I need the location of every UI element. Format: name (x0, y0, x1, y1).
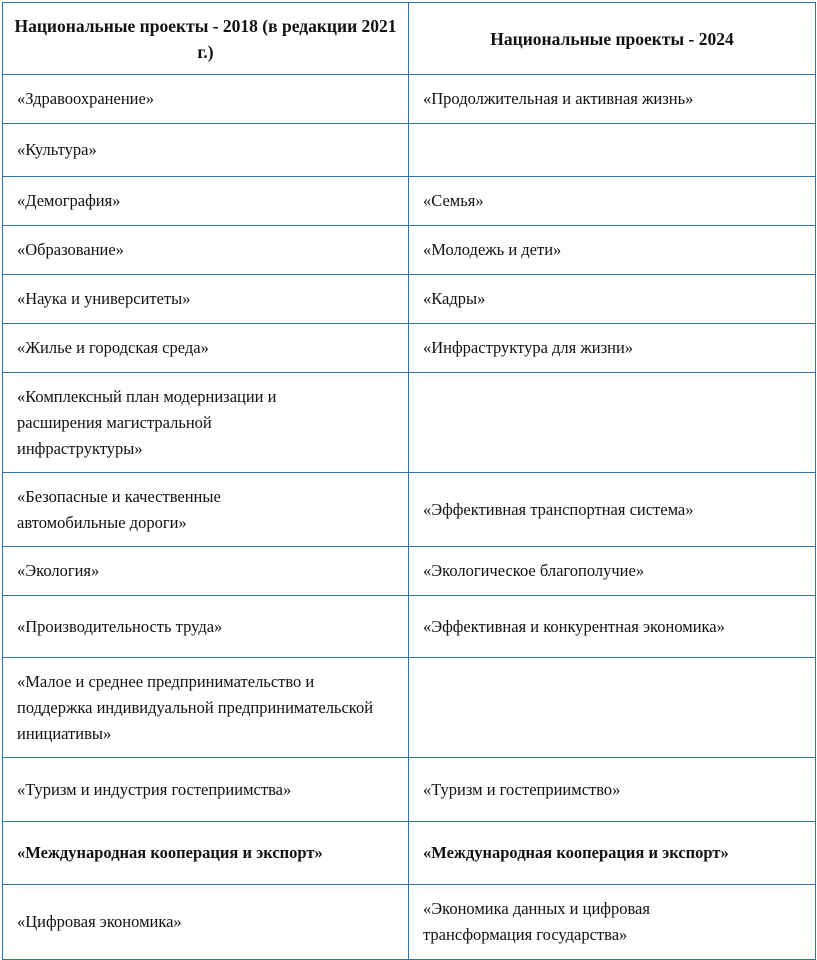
cell-2018: «Международная кооперация и экспорт» (3, 822, 409, 885)
cell-2018: «Демография» (3, 177, 409, 226)
cell-2024: «Экономика данных и цифровая трансформация государства» (409, 885, 816, 960)
cell-2018: «Цифровая экономика» (3, 885, 409, 960)
cell-2024: «Международная кооперация и экспорт» (409, 822, 816, 885)
cell-2018: «Малое и среднее предпринимательство и поддержка индивидуальной предпринимательской инициативы» (3, 658, 409, 758)
cell-2018: «Туризм и индустрия гостеприимства» (3, 758, 409, 822)
cell-2018: «Жилье и городская среда» (3, 324, 409, 373)
cell-2024: «Экологическое благополучие» (409, 547, 816, 596)
table-row (3, 658, 816, 758)
table-row (3, 124, 816, 177)
cell-2024 (409, 373, 816, 473)
cell-2024: «Семья» (409, 177, 816, 226)
cell-2024: «Эффективная и конкурентная экономика» (409, 596, 816, 658)
cell-2018: «Экология» (3, 547, 409, 596)
cell-2018: «Культура» (3, 124, 409, 177)
table-row (3, 373, 816, 473)
national-projects-table-wrapper (2, 2, 816, 960)
header-2024: Национальные проекты - 2024 (409, 3, 816, 75)
table-row (3, 75, 816, 124)
cell-2024: «Инфраструктура для жизни» (409, 324, 816, 373)
cell-2018: «Производительность труда» (3, 596, 409, 658)
cell-2024 (409, 124, 816, 177)
cell-2018: «Здравоохранение» (3, 75, 409, 124)
table-row (3, 596, 816, 658)
national-projects-table (2, 2, 816, 960)
table-row (3, 473, 816, 547)
cell-2018: «Комплексный план модернизации и расширения магистральной инфраструктуры» (3, 373, 409, 473)
header-2018: Национальные проекты - 2018 (в редакции 2021 г.) (3, 3, 409, 75)
table-row (3, 547, 816, 596)
cell-2024: «Кадры» (409, 275, 816, 324)
table-row (3, 324, 816, 373)
cell-2024: «Молодежь и дети» (409, 226, 816, 275)
cell-2024: «Эффективная транспортная система» (409, 473, 816, 547)
header-row (3, 3, 816, 75)
table-row (3, 177, 816, 226)
table-row (3, 822, 816, 885)
cell-2024: «Туризм и гостеприимство» (409, 758, 816, 822)
table-row (3, 885, 816, 960)
table-row (3, 226, 816, 275)
cell-2018: «Образование» (3, 226, 409, 275)
cell-2018: «Безопасные и качественные автомобильные дороги» (3, 473, 409, 547)
cell-2024: «Продолжительная и активная жизнь» (409, 75, 816, 124)
table-row (3, 275, 816, 324)
table-row (3, 758, 816, 822)
cell-2018: «Наука и университеты» (3, 275, 409, 324)
cell-2024 (409, 658, 816, 758)
